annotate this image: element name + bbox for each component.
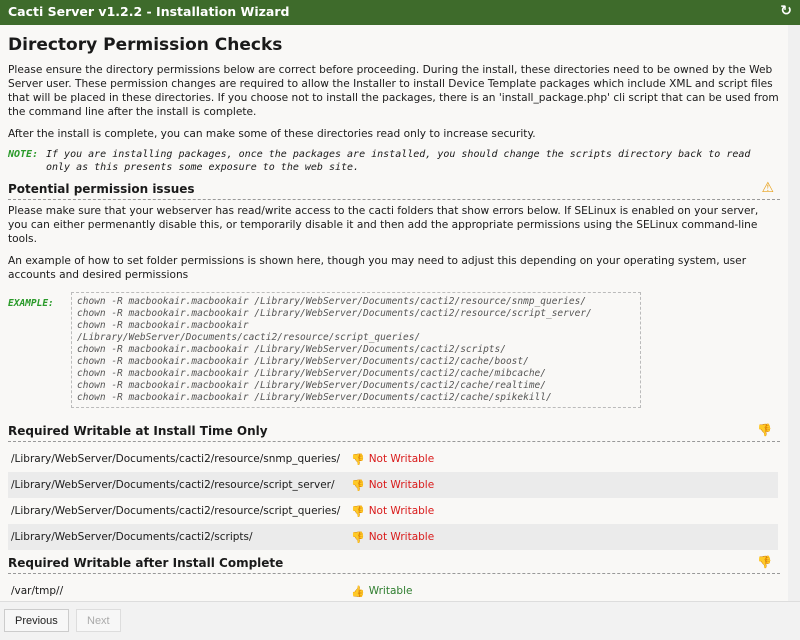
directory-path: /Library/WebServer/Documents/cacti2/resource/script_queries/ <box>11 505 341 517</box>
thumbs-down-icon: 👎 <box>351 530 365 544</box>
example-code-line: chown -R macbookair.macbookair /Library/WebServer/Documents/cacti2/scripts/ <box>77 344 506 355</box>
status-label: Not Writable <box>368 505 435 517</box>
table-row <box>8 446 778 472</box>
example-block <box>8 292 780 408</box>
window-title: Cacti Server v1.2.2 - Installation Wizard <box>8 4 290 19</box>
previous-button[interactable]: Previous <box>4 609 69 632</box>
after-complete-title: Required Writable after Install Complete <box>8 556 284 570</box>
thumbs-down-icon: 👎 <box>351 478 365 492</box>
directory-path: /var/tmp// <box>11 585 64 597</box>
status-label: Writable <box>368 585 413 597</box>
directory-path: /Library/WebServer/Documents/cacti2/resource/script_server/ <box>11 479 335 491</box>
note-label: NOTE: <box>8 149 39 160</box>
example-code-line: chown -R macbookair.macbookair /Library/WebServer/Documents/cacti2/cache/mibcache/ <box>77 368 546 379</box>
note-block <box>8 149 780 174</box>
thumbs-down-icon: 👎 <box>757 423 772 437</box>
example-label: EXAMPLE: <box>8 298 54 309</box>
status-label: Not Writable <box>368 531 435 543</box>
table-row <box>8 578 778 601</box>
wizard-footer <box>0 601 800 640</box>
install-time-list <box>8 446 780 550</box>
install-time-heading <box>8 424 780 442</box>
thumbs-down-icon: 👎 <box>351 452 365 466</box>
directory-path: /Library/WebServer/Documents/cacti2/resource/snmp_queries/ <box>11 453 340 465</box>
status-label: Not Writable <box>368 479 435 491</box>
directory-path: /Library/WebServer/Documents/cacti2/scripts/ <box>11 531 253 543</box>
page-title: Directory Permission Checks <box>8 35 283 55</box>
refresh-icon[interactable]: ↻ <box>780 3 792 19</box>
main-content <box>0 25 788 601</box>
thumbs-up-icon: 👍 <box>351 584 365 598</box>
potential-issues-heading <box>8 182 780 200</box>
after-complete-list <box>8 578 780 601</box>
next-button[interactable]: Next <box>76 609 121 632</box>
thumbs-down-icon: 👎 <box>757 555 772 569</box>
example-code-line: chown -R macbookair.macbookair /Library/WebServer/Documents/cacti2/resource/snmp_queries/ <box>77 296 587 307</box>
table-row <box>8 524 778 550</box>
example-code-line: chown -R macbookair.macbookair /Library/WebServer/Documents/cacti2/cache/boost/ <box>77 356 529 367</box>
after-install-text: After the install is complete, you can make some of these directories read only to increase security. <box>8 128 536 140</box>
example-code-line: chown -R macbookair.macbookair <box>77 320 249 331</box>
thumbs-down-icon: 👎 <box>351 504 365 518</box>
potential-issues-title: Potential permission issues <box>8 182 195 196</box>
status-label: Not Writable <box>368 453 435 465</box>
example-code-line: /Library/WebServer/Documents/cacti2/resource/script_queries/ <box>77 332 421 343</box>
window-title-bar <box>0 0 800 25</box>
intro-text: Please ensure the directory permissions below are correct before proceeding. During the install, these directories need to be owned by the Web Server user. These permission changes are required to allow the Installer to install Device Template packages which include XML and script files that will be placed in these directories. If you choose not to install the packages, there is an 'install_package.php' cli script that can be used from the command line after the install is complete. <box>8 64 779 118</box>
install-time-title: Required Writable at Install Time Only <box>8 424 268 438</box>
vertical-scrollbar[interactable] <box>788 25 800 601</box>
example-code-box <box>71 292 641 408</box>
potential-issues-text: Please make sure that your webserver has read/write access to the cacti folders that show errors below. If SELinux is enabled on your server, you can either permenantly disable this, or temporarily disable it and then add the appropriate permissions using the SELinux command-line tools. <box>8 205 759 245</box>
example-code-line: chown -R macbookair.macbookair /Library/WebServer/Documents/cacti2/cache/realtime/ <box>77 380 546 391</box>
example-intro-text: An example of how to set folder permissions is shown here, though you may need to adjust this depending on your operating system, user accounts and desired permissions <box>8 255 747 281</box>
example-code-line: chown -R macbookair.macbookair /Library/WebServer/Documents/cacti2/cache/spikekill/ <box>77 392 552 403</box>
after-complete-heading <box>8 556 780 574</box>
warning-icon: ⚠ <box>761 180 774 196</box>
table-row <box>8 498 778 524</box>
example-code-line: chown -R macbookair.macbookair /Library/WebServer/Documents/cacti2/resource/script_server/ <box>77 308 592 319</box>
note-text: If you are installing packages, once the packages are installed, you should change the scripts directory back to read only as this presents some exposure to the web site. <box>46 149 751 173</box>
table-row <box>8 472 778 498</box>
